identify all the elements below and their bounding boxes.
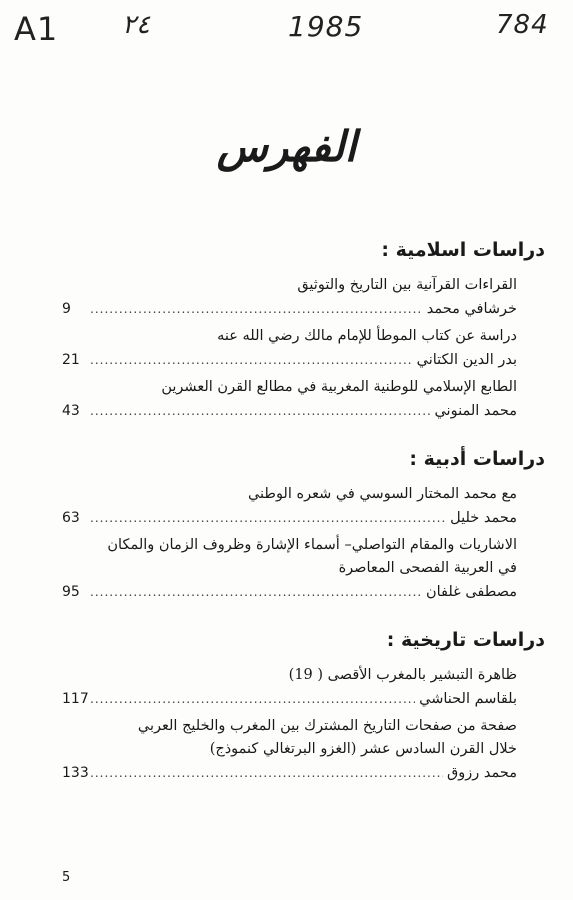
handwritten-mark-year: 1985 [288,10,364,43]
article-title: الاشاريات والمقام التواصلي– أسماء الإشارة وظروف الزمان والمكان [107,537,517,553]
toc-entry-row [62,297,517,321]
toc-section [62,626,545,785]
toc-entry-row [62,687,517,711]
page-number: 5 [62,870,71,885]
leader-dots [90,761,443,785]
article-title: القراءات القرآنية بين التاريخ والتوثيق [297,277,517,293]
article-author: مصطفى غلفان [425,584,517,600]
article-author: محمد خليل [450,510,517,526]
article-author: بدر الدين الكتاني [416,352,517,368]
leader-dots [90,297,423,321]
article-title: مع محمد المختار السوسي في شعره الوطني [247,486,517,502]
article-page-number: 9 [62,301,71,317]
toc-entry-row [62,506,517,530]
section-title: دراسات اسلامية : [381,239,545,261]
article-title: في العربية الفصحى المعاصرة [338,560,517,576]
section-gap [62,608,517,626]
toc-entry-row [62,761,517,785]
article-page-number: 43 [62,403,80,419]
article-page-number: 21 [62,352,80,368]
toc-entry-row [62,580,517,604]
leader-dots [90,348,413,372]
section-gap [62,427,517,445]
article-title: دراسة عن كتاب الموطأ للإمام مالك رضي الله عنه [217,328,517,344]
section-title: دراسات تاريخية : [386,629,545,651]
article-page-number: 95 [62,584,80,600]
article-title: الطابع الإسلامي للوطنية المغربية في مطالع القرن العشرين [161,379,517,395]
leader-dots [90,687,415,711]
leader-dots [90,580,422,604]
article-title: ظاهرة التبشير بالمغرب الأقصى ( 19) [288,667,517,683]
article-author: بلقاسم الحناشي [419,691,517,707]
article-author: خرشافي محمد [426,301,517,317]
article-author: محمد رزوق [447,765,517,781]
page-title: الفهرس [216,122,357,171]
toc-section [62,445,545,604]
article-author: محمد المنوني [434,403,517,419]
article-title: خلال القرن السادس عشر (الغزو البرتغالي كنموذج) [209,741,517,757]
article-page-number: 117 [62,691,89,707]
handwritten-mark-catalog: 784 [496,10,549,40]
article-page-number: 63 [62,510,80,526]
article-page-number: 133 [62,765,89,781]
handwritten-mark-code: A1 [14,10,59,48]
toc-entry-row [62,399,517,423]
handwritten-mark-number: ٢٤ [122,10,150,40]
leader-dots [90,399,430,423]
toc-section [62,236,545,423]
leader-dots [90,506,446,530]
section-title: دراسات أدبية : [409,448,545,470]
toc-entry-row [62,348,517,372]
table-of-contents [62,236,545,789]
article-title: صفحة من صفحات التاريخ المشترك بين المغرب والخليج العربي [137,718,517,734]
